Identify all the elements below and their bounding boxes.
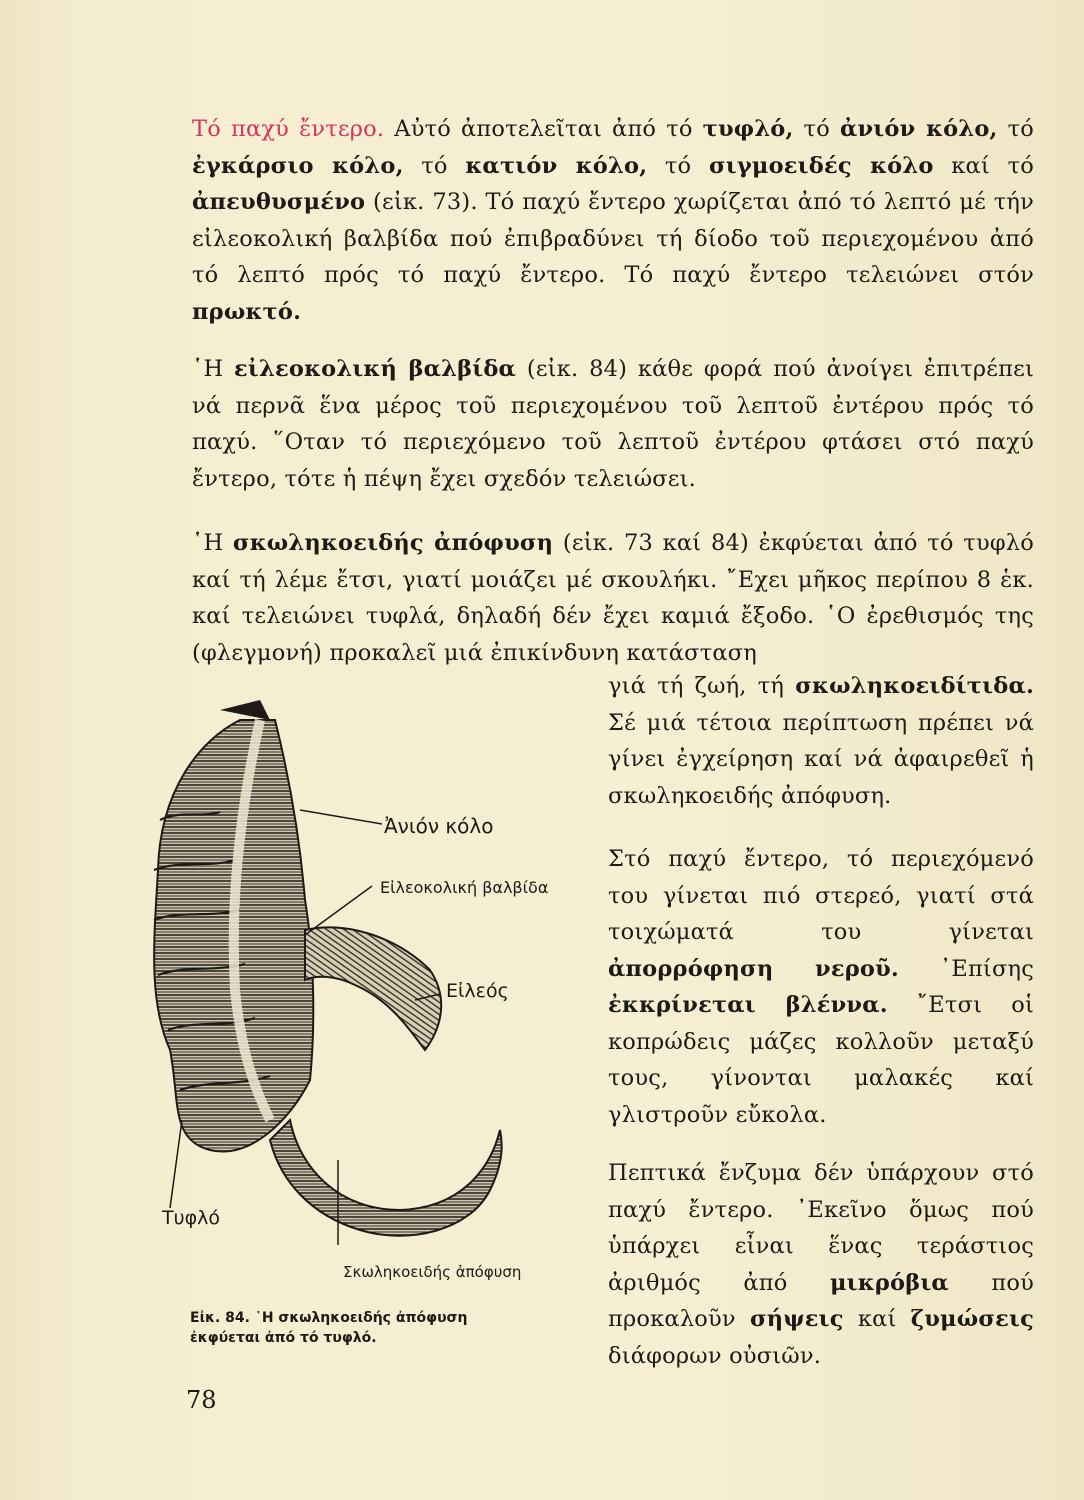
paragraph-appendicitis	[608, 668, 1034, 814]
term-anion-kolo: ἀνιόν κόλο,	[839, 116, 998, 142]
text: (εἰκ. 73). Τό παχύ ἔντερο χωρίζεται ἀπό τό λεπτό μέ τήν εἰλεοκολική βαλβίδα πού ἐπιβραδύνει τή δίοδο τοῦ περιεχομένου ἀπό τό λεπτό πρός τό παχύ ἔντερο. Τό παχύ ἔντερο τελειώνει στόν	[192, 189, 1034, 288]
term-water-absorption: ἀπορρόφηση νεροῦ.	[608, 955, 899, 982]
term-sigmoeides-kolo: σιγμοειδές κόλο	[708, 152, 934, 179]
text: καί	[843, 1306, 911, 1332]
text: ᾿Επίσης	[898, 955, 1034, 982]
text: τό	[647, 152, 709, 179]
term-microbes: μικρόβια	[830, 1269, 949, 1296]
intestine-illustration	[140, 700, 600, 1280]
label-anion-kolo: Ἀνιόν κόλο	[384, 814, 494, 838]
text: τό	[793, 116, 840, 142]
text: ῎Ετσι οἱ κοπρώδεις μάζες κολλοῦν μεταξύ τους, γίνονται μαλακές καί γλιστροῦν εὔκολα.	[608, 992, 1034, 1128]
term-kation-kolo: κατιόν κόλο,	[465, 152, 648, 179]
text: Αὐτό ἀποτελεῖται ἀπό τό	[384, 116, 703, 142]
page-number: 78	[186, 1386, 217, 1414]
label-tyflo: Τυφλό	[162, 1207, 221, 1229]
text: γιά τή ζωή, τή	[608, 673, 796, 699]
text: (εἰκ. 73 καί 84) ἐκφύεται ἀπό τό τυφλό καί τή λέμε ἔτσι, γιατί μοιάζει μέ σκουλήκι. ῎Εχει μῆκος περίπου 8 ἑκ. καί τελειώνει τυφλά, δηλαδή δέν ἔχει καμιά ἔξοδο. ῾Ο ἐρεθισμός της (φλεγμονή) προκαλεῖ μιά ἐπικίνδυνη κατάσταση	[192, 530, 1034, 666]
ileum-shape	[305, 927, 441, 1050]
text: Σέ μιά τέτοια περίπτωση πρέπει νά γίνει ἐγχείρηση καί νά ἀφαιρεθεῖ ἡ σκωληκοειδής ἀπόφυση.	[608, 709, 1034, 809]
label-ileocolic-valve: Εἰλεοκολική βαλβίδα	[380, 878, 549, 897]
paragraph-microbes	[608, 1155, 1034, 1374]
text: τό	[403, 152, 466, 179]
text: ῾Η	[192, 356, 235, 382]
appendix-shape	[270, 1120, 502, 1236]
term-putrefaction: σήψεις	[750, 1306, 844, 1332]
term-appendicitis: σκωληκοειδίτιδα.	[795, 673, 1034, 699]
paragraph-ileocolic-valve	[192, 351, 1034, 497]
text: καί τό	[933, 152, 1034, 179]
section-title: Τό παχύ ἔντερο.	[192, 116, 385, 142]
caption-line-2: ἐκφύεται ἀπό τό τυφλό.	[190, 1330, 377, 1346]
text: ῾Η	[192, 530, 233, 556]
term-appendix: σκωληκοειδής ἀπόφυση	[232, 530, 554, 556]
text: Στό παχύ ἔντερο, τό περιεχόμενό του γίνεται πιό στερεό, γιατί στά τοιχώματά του γίνεται	[608, 846, 1034, 945]
text: (εἰκ. 84) κάθε φορά πού ἀνοίγει ἐπιτρέπει νά περνᾶ ἕνα μέρος τοῦ περιεχομένου τοῦ λεπτοῦ ἐντέρου πρός τό παχύ. ῞Οταν τό περιεχόμενο τοῦ λεπτοῦ ἐντέρου φτάσει στό παχύ ἔντερο, τότε ἡ πέψη ἔχει σχεδόν τελειώσει.	[192, 356, 1034, 492]
term-ileocolic-valve: εἰλεοκολική βαλβίδα	[234, 356, 517, 382]
figure-caption	[190, 1308, 467, 1348]
term-proktos: πρωκτό.	[192, 298, 302, 325]
term-apeuthysmeno: ἀπευθυσμένο	[192, 189, 366, 215]
term-mucus: ἐκκρίνεται βλέννα.	[608, 992, 888, 1018]
paragraph-absorption	[608, 841, 1034, 1133]
term-tyflo: τυφλό,	[702, 116, 794, 142]
term-egkarsio-kolo: ἐγκάρσιο κόλο,	[192, 152, 404, 179]
caption-line-1: Εἰκ. 84. ῾Η σκωληκοειδής ἀπόφυση	[190, 1310, 468, 1326]
label-appendix: Σκωληκοειδής ἀπόφυση	[343, 1263, 522, 1281]
paragraph-large-intestine	[192, 111, 1034, 330]
term-fermentation: ζυμώσεις	[910, 1306, 1034, 1332]
text: τό	[997, 116, 1034, 142]
text: διάφορων οὐσιῶν.	[608, 1342, 822, 1369]
text: πού προκαλοῦν	[608, 1269, 1035, 1332]
paragraph-appendix	[192, 525, 1034, 671]
label-ileos: Εἰλεός	[446, 980, 509, 1002]
text: Πεπτικά ἔνζυμα δέν ὑπάρχουν στό παχύ ἔντερο. ᾿Εκεῖνο ὅμως πού ὑπάρχει εἶναι ἕνας τεράστιος ἀριθμός ἀπό	[608, 1160, 1034, 1296]
